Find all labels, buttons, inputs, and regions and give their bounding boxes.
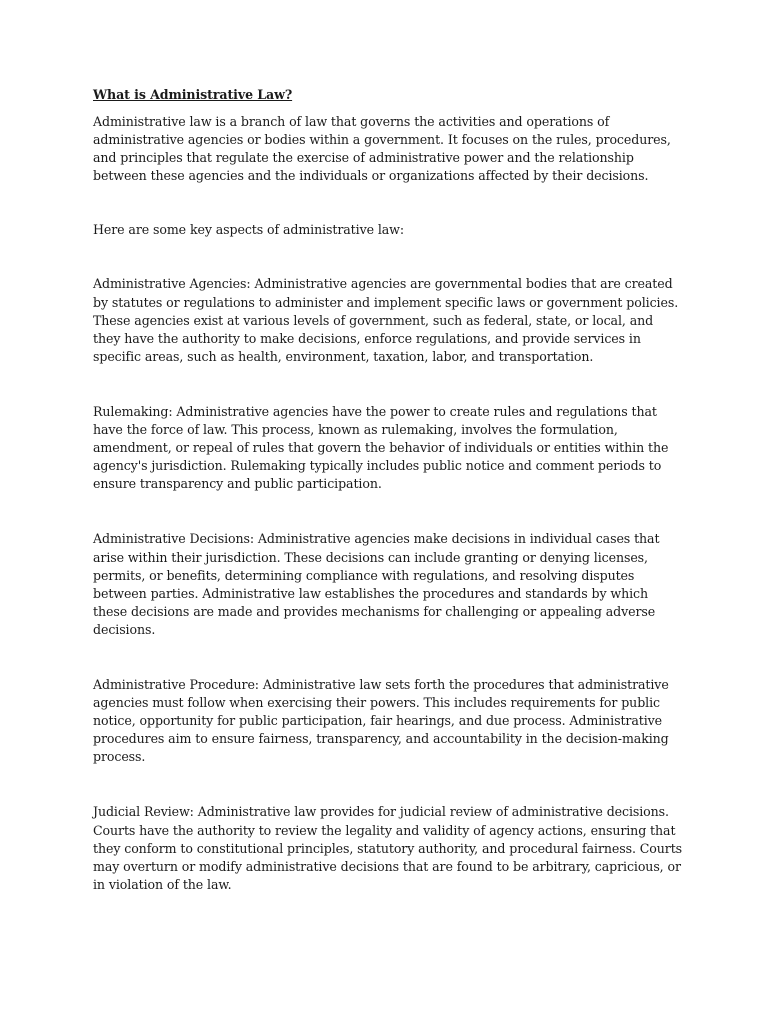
judicial-review-paragraph: Judicial Review: Administrative law provides for judicial review of administrative decisions. Courts have the authority to review the legality and validity of agency actions, ensuring that they conform to constitutional principles, statutory authority, and procedural fairness. Courts may overturn or modify administrative decisions that are found to be arbitrary, capricious, or in violation of the law. <box>93 804 683 892</box>
administrative-decisions-paragraph: Administrative Decisions: Administrative agencies make decisions in individual cases that arise within their jurisdiction. These decisions can include granting or denying licenses, permits, or benefits, determining compliance with regulations, and resolving disputes between parties. Administrative law establishes the procedures and standards by which these decisions are made and provides mechanisms for challenging or appealing adverse decisions. <box>93 531 660 637</box>
intro-paragraph: Administrative law is a branch of law that governs the activities and operations of administrative agencies or bodies within a government. It focuses on the rules, procedures, and principles that regulate the exercise of administrative power and the relationship between these agencies and the individuals or organizations affected by their decisions. <box>93 114 671 184</box>
administrative-agencies-paragraph: Administrative Agencies: Administrative agencies are governmental bodies that are created by statutes or regulations to administer and implement specific laws or government policies. These agencies exist at various levels of government, such as federal, state, or local, and they have the authority to make decisions, enforce regulations, and provide services in specific areas, such as health, environment, taxation, labor, and transportation. <box>93 276 679 364</box>
document-title: What is Administrative Law? <box>93 87 293 102</box>
administrative-procedure-paragraph: Administrative Procedure: Administrative law sets forth the procedures that administrative agencies must follow when exercising their powers. This includes requirements for public notice, opportunity for public participation, fair hearings, and due process. Administrative procedures aim to ensure fairness, transparency, and accountability in the decision-making process. <box>93 676 669 765</box>
document-body <box>93 86 683 894</box>
key-aspects-lead: Here are some key aspects of administrative law: <box>93 222 405 238</box>
rulemaking-paragraph: Rulemaking: Administrative agencies have the power to create rules and regulations that have the force of law. This process, known as rulemaking, involves the formulation, amendment, or repeal of rules that govern the behavior of individuals or entities within the agency's jurisdiction. Rulemaking typically includes public notice and comment periods to ensure transparency and public participation. <box>93 403 669 492</box>
